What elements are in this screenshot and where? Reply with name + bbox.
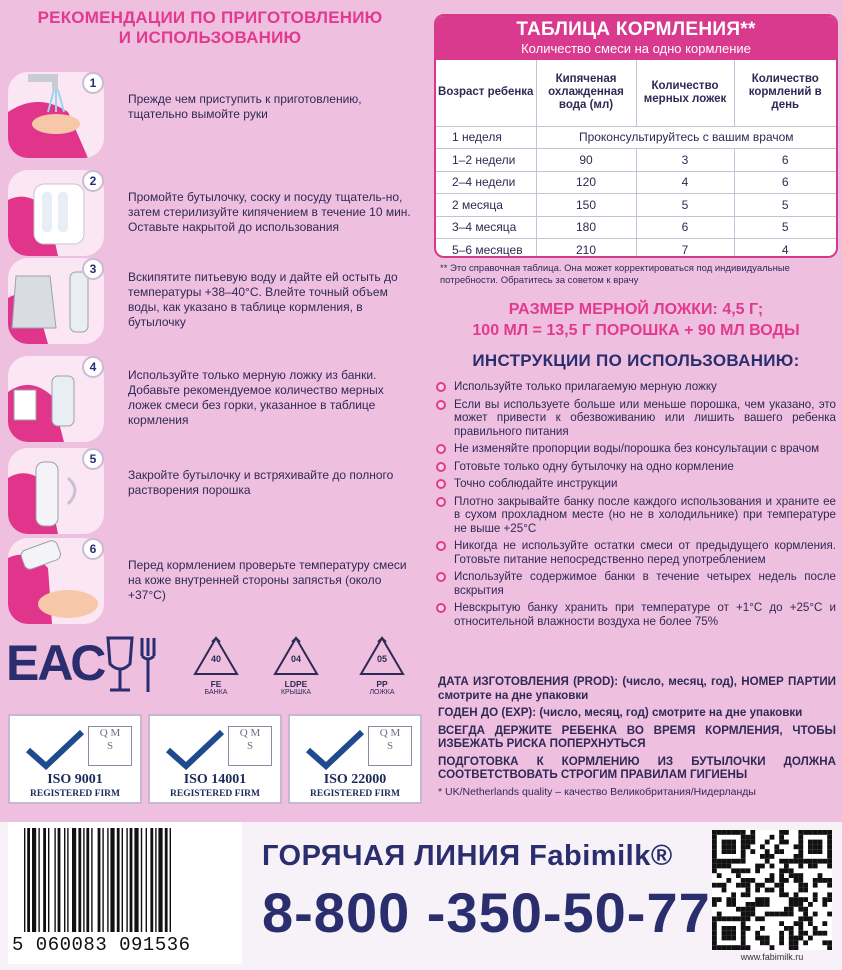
website-url[interactable]: www.fabimilk.ru [740, 952, 804, 962]
table-row [436, 126, 836, 149]
recycling-triangle-icon [191, 634, 241, 680]
feeding-table-header [436, 16, 836, 60]
list-item [436, 570, 836, 597]
hotline-phone: 8-800 -350-50-77 [262, 881, 711, 944]
checkmark-icon [164, 728, 224, 770]
step-number: 5 [82, 448, 104, 470]
list-item [436, 477, 836, 491]
table-cell: 180 [536, 216, 636, 239]
table-cell: 4 [636, 171, 734, 194]
list-item [436, 495, 836, 536]
column-header: Возраст ребенка [436, 60, 536, 126]
recycling-code: 04 [290, 654, 301, 664]
bold-notes [438, 675, 836, 803]
registered-firm: REGISTERED FIRM [170, 789, 260, 799]
table-cell: 5 [636, 194, 734, 217]
recycling-part: КРЫШКА [280, 689, 312, 696]
table-cell: 6 [636, 216, 734, 239]
list-item [436, 442, 836, 456]
table-header-row [436, 60, 836, 126]
expiry-date-note: ГОДЕН ДО (EXP): (число, месяц, год) смотрите на дне упаковки [438, 706, 803, 719]
registered-firm: REGISTERED FIRM [310, 789, 400, 799]
instruction-text: Плотно закрывайте банку после каждого использования и храните ее в сухом прохладном месте (но не в холодильнике) при температуре не выше +25°С [454, 494, 836, 535]
step-2 [6, 170, 416, 262]
iso-9001-cert [8, 714, 142, 804]
step-1 [6, 72, 416, 164]
table-note: ** Это справочная таблица. Она может корректироваться под индивидуальные потребности. Обратитесь за советом к врачу [440, 263, 790, 286]
barcode-number: 5 060083 091536 [12, 934, 191, 956]
recycling-code: 05 [376, 654, 387, 664]
eac-mark [6, 634, 105, 692]
step-text: Перед кормлением проверьте температуру смеси на коже внутренней стороны запястья (около +37°С) [128, 558, 407, 602]
iso-standard: ISO 9001 [47, 772, 103, 787]
table-cell: 120 [536, 171, 636, 194]
eac-text: ЕАС [6, 635, 105, 691]
food-contact-icon [102, 634, 162, 696]
instruction-text: Невскрытую банку хранить при температуре от +1°С до +25°С и относительной влажности воздуха не более 75% [454, 601, 836, 628]
instructions-title: ИНСТРУКЦИИ ПО ИСПОЛЬЗОВАНИЮ: [472, 351, 800, 370]
feeding-table-card [434, 14, 838, 258]
quality-footnote: * UK/Netherlands quality – качество Великобритания/Нидерланды [438, 785, 756, 798]
qms-letters: S [246, 740, 254, 752]
table-cell: 90 [536, 149, 636, 172]
bullet-icon [436, 462, 446, 472]
qms-letters: Q M [239, 727, 261, 739]
recycling-triangle-icon [357, 634, 407, 680]
step-number: 2 [82, 170, 104, 192]
step-6 [6, 538, 416, 630]
table-cell: 3 [636, 149, 734, 172]
bullet-icon [436, 382, 446, 392]
qms-letters: Q M [99, 727, 121, 739]
registered-firm: REGISTERED FIRM [30, 789, 120, 799]
bullet-icon [436, 479, 446, 489]
instruction-text: Используйте содержимое банки в течение четырех недель после вскрытия [454, 570, 836, 597]
instruction-text: Готовьте только одну бутылочку на одно кормление [454, 459, 734, 473]
bullet-icon [436, 572, 446, 582]
step-text: Используйте только мерную ложку из банки. Добавьте рекомендуемое количество мерных ложек смеси без горки, указанное в таблице кормления [128, 368, 384, 427]
table-cell: 2 месяца [436, 194, 536, 217]
feeding-table-title: ТАБЛИЦА КОРМЛЕНИЯ** [516, 19, 756, 40]
step-text: Закройте бутылочку и встряхивайте до полного растворения порошка [128, 468, 394, 497]
recycling-part: БАНКА [204, 689, 228, 696]
qms-logo [368, 726, 412, 766]
recycling-fe [186, 634, 246, 702]
checkmark-icon [24, 728, 84, 770]
step-text: Вскипятите питьевую воду и дайте ей остыть до температуры +38–40°С. Влейте точный объем воды, как указано в таблице кормления, в бутылочку [128, 270, 398, 329]
spoon-size-line2: 100 МЛ = 13,5 Г ПОРОШКА + 90 МЛ ВОДЫ [472, 322, 800, 339]
recycling-material: FE [210, 679, 222, 689]
step-number: 4 [82, 356, 104, 378]
iso-14001-cert [148, 714, 282, 804]
qms-letters: S [386, 740, 394, 752]
table-cell: 4 [734, 239, 836, 259]
table-cell: 5–6 месяцев [436, 239, 536, 259]
column-header: Количество мерных ложек [636, 60, 734, 126]
qms-logo [88, 726, 132, 766]
instruction-text: Никогда не используйте остатки смеси от предыдущего кормления. Готовьте питание непосредственно перед употреблением [454, 539, 836, 566]
barcode-bars [22, 828, 232, 938]
qms-logo [228, 726, 272, 766]
barcode [8, 822, 242, 964]
checkmark-icon [304, 728, 364, 770]
table-cell: 2–4 недели [436, 171, 536, 194]
table-cell: 7 [636, 239, 734, 259]
recycling-pp [352, 634, 412, 702]
hold-baby-warning: ВСЕГДА ДЕРЖИТЕ РЕБЕНКА ВО ВРЕМЯ КОРМЛЕНИЯ, ЧТОБЫ ИЗБЕЖАТЬ РИСКА ПОПЕРХНУТЬСЯ [438, 723, 836, 750]
qms-letters: Q M [379, 727, 401, 739]
recycling-material: PP [376, 679, 388, 689]
table-row [436, 149, 836, 172]
table-row [436, 216, 836, 239]
production-date-note: ДАТА ИЗГОТОВЛЕНИЯ (PROD): (число, месяц, год), НОМЕР ПАРТИИ смотрите на дне упаковки [438, 675, 836, 702]
step-number: 3 [82, 258, 104, 280]
table-cell: 5 [734, 194, 836, 217]
step-5 [6, 448, 416, 540]
table-cell: Проконсультируйтесь с вашим врачом [536, 126, 836, 149]
table-cell: 6 [734, 171, 836, 194]
list-item [436, 460, 836, 474]
iso-standard: ISO 14001 [183, 772, 247, 787]
list-item [436, 380, 836, 394]
instructions-list [436, 380, 836, 632]
step-4 [6, 356, 416, 448]
column-header: Кипяченая охлажденная вода (мл) [536, 60, 636, 126]
hygiene-warning: ПОДГОТОВКА К КОРМЛЕНИЮ ИЗ БУТЫЛОЧКИ ДОЛЖНА СООТВЕТСТВОВАТЬ СТРОГИМ ПРАВИЛАМ ГИГИЕНЫ [438, 754, 836, 781]
bullet-icon [436, 603, 446, 613]
spoon-size [434, 299, 838, 341]
table-cell: 5 [734, 216, 836, 239]
recycling-triangle-icon [271, 634, 321, 680]
feeding-table [436, 60, 836, 258]
iso-22000-cert [288, 714, 422, 804]
instruction-text: Не изменяйте пропорции воды/порошка без консультации с врачом [454, 442, 820, 455]
table-row [436, 171, 836, 194]
step-number: 6 [82, 538, 104, 560]
table-cell: 1 неделя [436, 126, 536, 149]
iso-standard: ISO 22000 [323, 772, 387, 787]
step-3 [6, 258, 416, 350]
recycling-material: LDPE [284, 679, 308, 689]
bullet-icon [436, 541, 446, 551]
preparation-title-line2: И ИСПОЛЬЗОВАНИЮ [118, 28, 302, 47]
instruction-text: Если вы используете больше или меньше порошка, чем указано, это может привести к обезвоживанию или лишить вашего ребенка правильного питания [454, 397, 836, 438]
qr-code[interactable] [712, 830, 832, 950]
preparation-title-line1: РЕКОМЕНДАЦИИ ПО ПРИГОТОВЛЕНИЮ [37, 8, 383, 27]
step-text: Прежде чем приступить к приготовлению, тщательно вымойте руки [128, 92, 362, 121]
preparation-title [10, 8, 410, 48]
bullet-icon [436, 400, 446, 410]
recycling-code: 40 [210, 654, 221, 664]
table-cell: 150 [536, 194, 636, 217]
table-cell: 6 [734, 149, 836, 172]
recycling-ldpe [266, 634, 326, 702]
list-item [436, 398, 836, 439]
bottom-band [0, 822, 842, 970]
step-number: 1 [82, 72, 104, 94]
list-item [436, 539, 836, 566]
table-cell: 1–2 недели [436, 149, 536, 172]
list-item [436, 601, 836, 628]
table-row [436, 239, 836, 259]
table-cell: 210 [536, 239, 636, 259]
bullet-icon [436, 444, 446, 454]
table-row [436, 194, 836, 217]
instruction-text: Точно соблюдайте инструкции [454, 477, 618, 490]
recycling-part: ЛОЖКА [369, 689, 395, 696]
instruction-text: Используйте только прилагаемую мерную ложку [454, 380, 717, 393]
column-header: Количество кормлений в день [734, 60, 836, 126]
bullet-icon [436, 497, 446, 507]
spoon-size-line1: РАЗМЕР МЕРНОЙ ЛОЖКИ: 4,5 Г; [508, 301, 764, 318]
hotline-label: ГОРЯЧАЯ ЛИНИЯ Fabimilk® [262, 840, 673, 872]
feeding-table-subtitle: Количество смеси на одно кормление [521, 41, 751, 56]
table-cell: 3–4 месяца [436, 216, 536, 239]
qms-letters: S [106, 740, 114, 752]
step-text: Промойте бутылочку, соску и посуду тщатель-но, затем стерилизуйте кипячением в течение 10 мин. Оставьте накрытой до использования [128, 190, 411, 234]
